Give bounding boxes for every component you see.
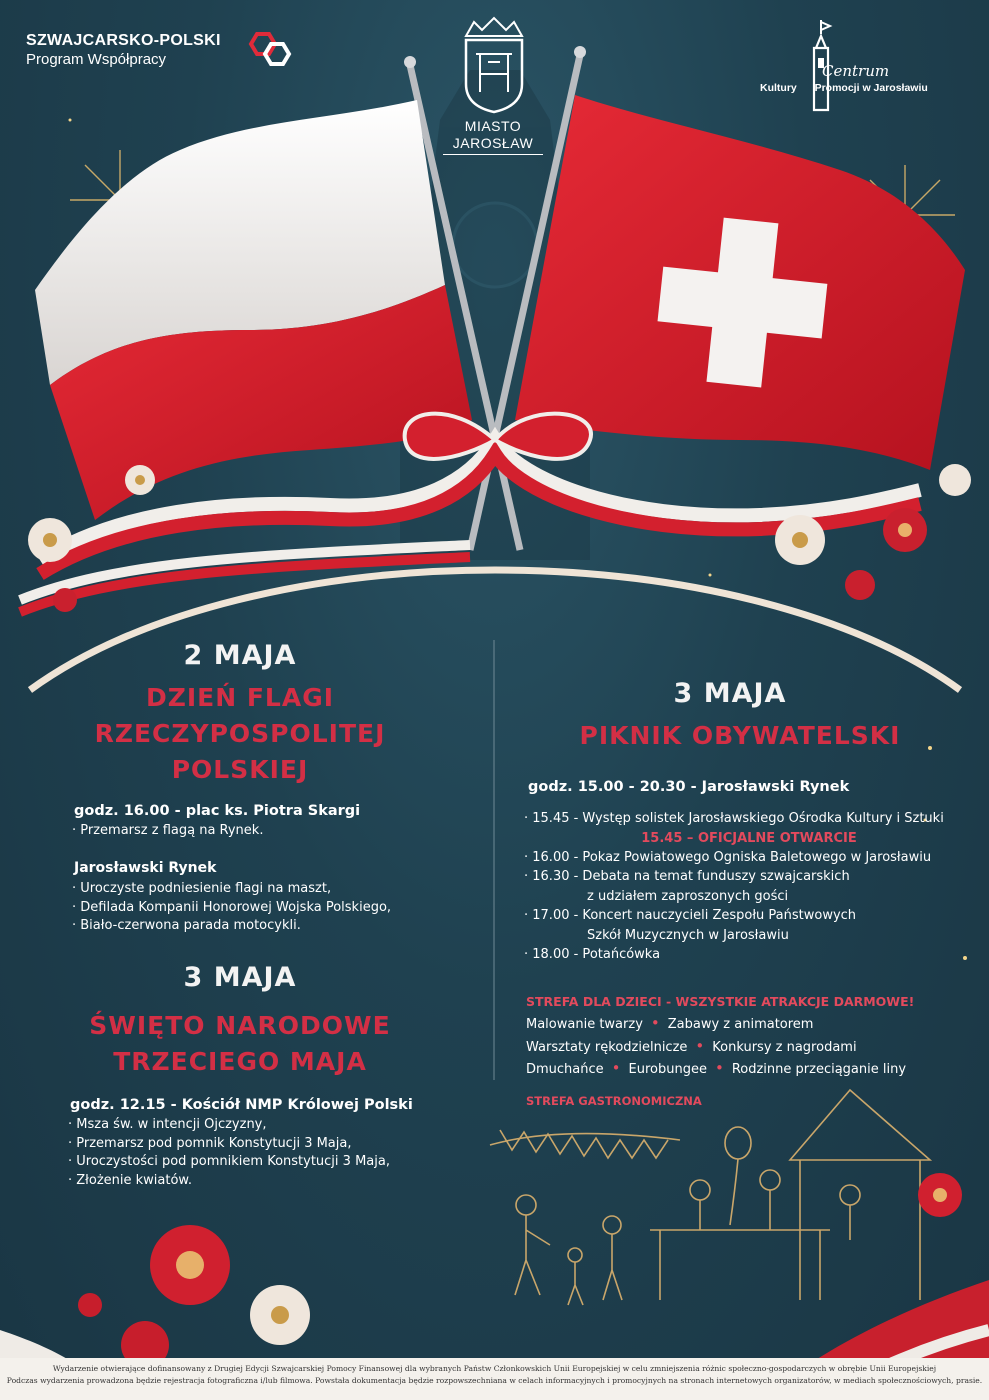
may3-date: 3 MAJA: [183, 962, 297, 993]
kids-row: [526, 1036, 906, 1059]
kids-activity: Eurobungee: [628, 1062, 707, 1077]
city-underline: [443, 154, 543, 155]
footer: [0, 1358, 989, 1400]
program-item: · 15.45 - Występ solistek Jarosławskiego Ośrodka Kultury i Sztuki: [524, 811, 944, 826]
bullet-dot-icon: •: [650, 1014, 660, 1032]
bullet-dot-icon: •: [611, 1059, 621, 1077]
list-item: · Przemarsz pod pomnik Konstytucji 3 Maja,: [68, 1135, 352, 1151]
bullet-dot-icon: •: [695, 1036, 705, 1055]
food-zone-title: STREFA GASTRONOMICZNA: [526, 1094, 702, 1108]
may2-section2-title: Jarosławski Rynek: [74, 860, 217, 876]
may2-time: godz. 16.00 - plac ks. Piotra Skargi: [74, 803, 361, 819]
may2-event-title: [60, 680, 420, 788]
may2-event-line3: POLSKIEJ: [171, 755, 309, 784]
center-logo: [760, 62, 960, 94]
may3-event-title: [50, 1008, 430, 1080]
picnic-illustration: [490, 1090, 930, 1305]
center-subtitle: [760, 82, 960, 94]
may2-date: 2 MAJA: [183, 640, 297, 671]
flowers-right: [775, 464, 971, 600]
kids-zone-title: STREFA DLA DZIECI - WSZYSTKIE ATRAKCJE DARMOWE!: [526, 994, 915, 1009]
kids-activity: Warsztaty rękodzielnicze: [526, 1039, 688, 1055]
list-item: · Msza św. w intencji Ojczyzny,: [68, 1117, 267, 1132]
kids-row: [526, 1058, 906, 1081]
center-name: Centrum: [822, 62, 890, 80]
center-sub-a: Kultury: [760, 82, 797, 94]
kids-activity: Rodzinne przeciąganie liny: [731, 1062, 907, 1077]
program-item: · 16.00 - Pokaz Powiatowego Ogniska Baletowego w Jarosławiu: [524, 849, 932, 865]
kids-activity: Konkursy z nagrodami: [712, 1039, 857, 1055]
program-item: · 16.30 - Debata na temat funduszy szwajcarskich: [524, 869, 850, 884]
program-item: · 17.00 - Koncert nauczycieli Zespołu Państwowych: [524, 908, 857, 923]
city-line2: JAROSŁAW: [452, 135, 534, 151]
bullet-dot-icon: •: [714, 1059, 724, 1077]
picnic-date: 3 MAJA: [673, 678, 787, 709]
picnic-program: [524, 809, 974, 965]
flowers-bottom-left: [78, 1225, 310, 1369]
flowers-bottom-right: [918, 1173, 962, 1217]
footer-line1: Wydarzenie otwierające dofinansowany z Drugiej Edycji Szwajcarskiej Pomocy Finansowej dla wybranych Państw Członkowskich Unii Europejskiej w celu zmniejszenia różnic społeczno-gospodarczych w obrębie Unii Europejskiej: [52, 1364, 937, 1373]
kids-activity: Malowanie twarzy: [526, 1017, 643, 1032]
may3-event-line1: ŚWIĘTO NARODOWE: [89, 1011, 391, 1040]
official-opening: 15.45 – OFICJALNE OTWARCIE: [641, 830, 857, 846]
partner-subtitle: Program Współpracy: [26, 51, 167, 68]
list-item: · Uroczystości pod pomnikiem Konstytucji 3 Maja,: [68, 1154, 390, 1169]
picnic-title: PIKNIK OBYWATELSKI: [579, 721, 901, 750]
footer-line2: Podczas wydarzenia prowadzona będzie rejestracja fotograficzna i/lub filmowa. Powstała dokumentacja będzie rozpowszechniana w celach informacyjnych i promocyjnych na stronach internetowych organizatorów, w mediach społecznościowych, prasie.: [6, 1376, 983, 1385]
may2-section2-list: [72, 880, 391, 936]
city-crest-icon: [458, 14, 530, 114]
may3-event-line2: TRZECIEGO MAJA: [113, 1047, 367, 1076]
kids-activity: Zabawy z animatorem: [667, 1017, 814, 1032]
list-item: · Defilada Kompanii Honorowej Wojska Polskiego,: [72, 899, 392, 915]
list-item: · Uroczyste podniesienie flagi na maszt,: [72, 881, 332, 896]
center-sub-b: Promocji w Jarosławiu: [814, 82, 928, 94]
partner-title: SZWAJCARSKO-POLSKI: [26, 32, 221, 49]
picnic-time: godz. 15.00 - 20.30 - Jarosławski Rynek: [528, 779, 850, 795]
kids-row: [526, 1013, 906, 1036]
may3-list: [68, 1116, 390, 1190]
program-item-cont: z udziałem zaproszonych gości: [587, 888, 789, 904]
may3-time: godz. 12.15 - Kościół NMP Królowej Polski: [70, 1097, 413, 1113]
arch-divider: [30, 570, 960, 690]
city-line1: MIASTO: [464, 118, 522, 134]
program-item-cont: Szkół Muzycznych w Jarosławiu: [587, 927, 789, 943]
list-item: · Złożenie kwiatów.: [68, 1172, 192, 1188]
list-item: · Biało-czerwona parada motocykli.: [72, 918, 301, 933]
kids-activity: Dmuchańce: [526, 1062, 604, 1077]
swiss-flag: [515, 95, 965, 470]
city-logo: [438, 118, 548, 155]
may2-item: · Przemarsz z flagą na Rynek.: [72, 823, 264, 838]
may2-event-line1: DZIEŃ FLAGI: [145, 683, 335, 712]
kids-zone-list: [526, 1013, 906, 1081]
may2-event-line2: RZECZYPOSPOLITEJ: [94, 719, 386, 748]
program-item: · 18.00 - Potańcówka: [524, 947, 661, 962]
partner-hexagons-icon: [247, 30, 295, 68]
